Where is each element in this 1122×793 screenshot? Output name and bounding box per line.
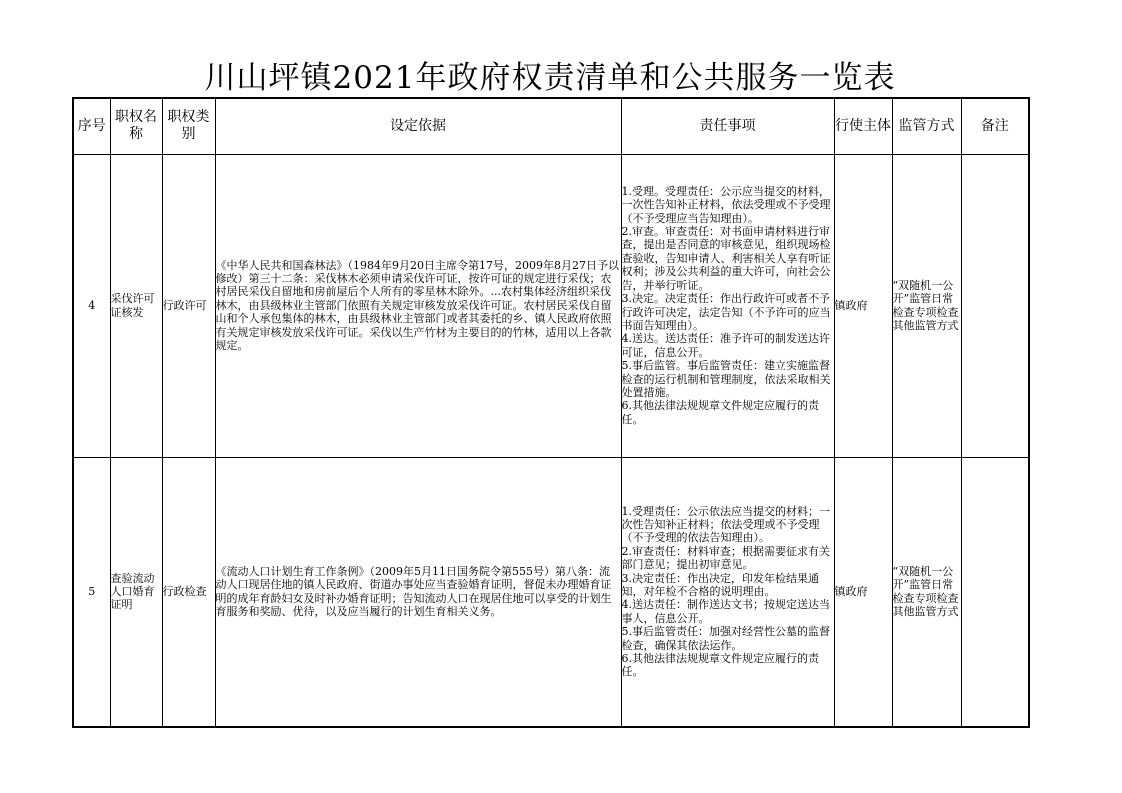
header-supervision: 监管方式 — [892, 98, 961, 154]
cell-name: 采伐许可证核发 — [110, 154, 162, 457]
duty-line: 1.受理。受理责任：公示应当提交的材料，一次性告知补正材料，依法受理或不予受理（不予受理应当告知理由）。 — [621, 184, 831, 225]
header-subject: 行使主体 — [834, 98, 892, 154]
duty-line: 1.受理责任：公示依法应当提交的材料；一次性告知补正材料；依法受理或不予受理（不予受理的依法告知理由）。 — [621, 504, 830, 545]
table-row — [73, 154, 1029, 457]
header-remark: 备注 — [961, 98, 1029, 154]
cell-remark — [961, 457, 1029, 727]
cell-supervision: “双随机一公开”监管日常检查专项检查其他监管方式 — [892, 154, 961, 457]
duty-line: 2.审查。审查责任：对书面申请材料进行审查，提出是否同意的审核意见，组织现场检查验收，告知申请人、利害相关人享有听证权利；涉及公共利益的重大许可，向社会公告，并举行听证。 — [621, 225, 831, 292]
responsibility-table — [72, 97, 1030, 728]
cell-supervision: “双随机一公开”监管日常检查专项检查其他监管方式 — [892, 457, 961, 727]
duty-line: 3.决定责任：作出决定，印发年检结果通知，对年检不合格的说明理由。 — [621, 571, 819, 599]
cell-basis: 《流动人口计划生育工作条例》（2009年5月11日国务院令第555号）第八条：流动人口现居住地的镇人民政府、街道办事处应当查验婚育证明，督促未办理婚育证明的成年育龄妇女及时补办婚育证明；告知流动人口在现居住地可以享受的计划生育服务和奖励、优待，以及应当履行的计划生育相关义务。 — [215, 457, 621, 727]
cell-seq: 5 — [73, 457, 110, 727]
page-title: 川山坪镇2021年政府权责清单和公共服务一览表 — [204, 60, 896, 96]
cell-category: 行政检查 — [162, 457, 215, 727]
duty-line: 4.送达责任：制作送达文书；按规定送达当事人，信息公开。 — [621, 598, 830, 625]
table-header-row — [73, 98, 1029, 154]
header-seq: 序号 — [73, 98, 110, 154]
duty-line: 2.审查责任：材料审查；根据需要征求有关部门意见；提出初审意见。 — [621, 544, 830, 572]
header-responsibility: 责任事项 — [621, 98, 834, 154]
header-basis: 设定依据 — [215, 98, 621, 154]
duty-line: 3.决定。决定责任：作出行政许可或者不予行政许可决定，法定告知（不予许可的应当书面告知理由）。 — [621, 292, 831, 332]
cell-subject: 镇政府 — [834, 457, 892, 727]
duty-line: 6.其他法律法规规章文件规定应履行的责任。 — [621, 652, 819, 679]
duty-line: 5.事后监管。事后监管责任：建立实施监督检查的运行机制和管理制度，依法采取相关处置措施。 — [621, 359, 831, 399]
table-row — [73, 457, 1029, 727]
duty-line: 4.送达。送达责任：准予许可的制发送达许可证，信息公开。 — [621, 332, 830, 359]
cell-seq: 4 — [73, 154, 110, 457]
cell-basis: 《中华人民共和国森林法》（1984年9月20日主席令第17号，2009年8月27日予以修改）第三十二条：采伐林木必须申请采伐许可证，按许可证的规定进行采伐；农村居民采伐自留地和房前屋后个人所有的零星林木除外。...农村集体经济组织采伐林木，由县级林业主管部门依照有关规定审核发放采伐许可证。农村居民采伐自留山和个人承包集体的林木，由县级林业主管部门或者其委托的乡、镇人民政府依照有关规定审核发放采伐许可证。采伐以生产竹材为主要目的的竹林，适用以上各款规定。 — [215, 154, 621, 457]
cell-subject: 镇政府 — [834, 154, 892, 457]
duty-line: 6.其他法律法规规章文件规定应履行的责任。 — [621, 399, 819, 426]
cell-category: 行政许可 — [162, 154, 215, 457]
cell-remark — [961, 154, 1029, 457]
duty-line: 5.事后监管责任：加强对经营性公墓的监督检查，确保其依法运作。 — [621, 625, 830, 652]
cell-responsibility — [621, 154, 834, 457]
cell-responsibility — [621, 457, 834, 727]
cell-name: 查验流动人口婚育证明 — [110, 457, 162, 727]
header-name: 职权名称 — [110, 98, 162, 154]
header-category: 职权类别 — [162, 98, 215, 154]
